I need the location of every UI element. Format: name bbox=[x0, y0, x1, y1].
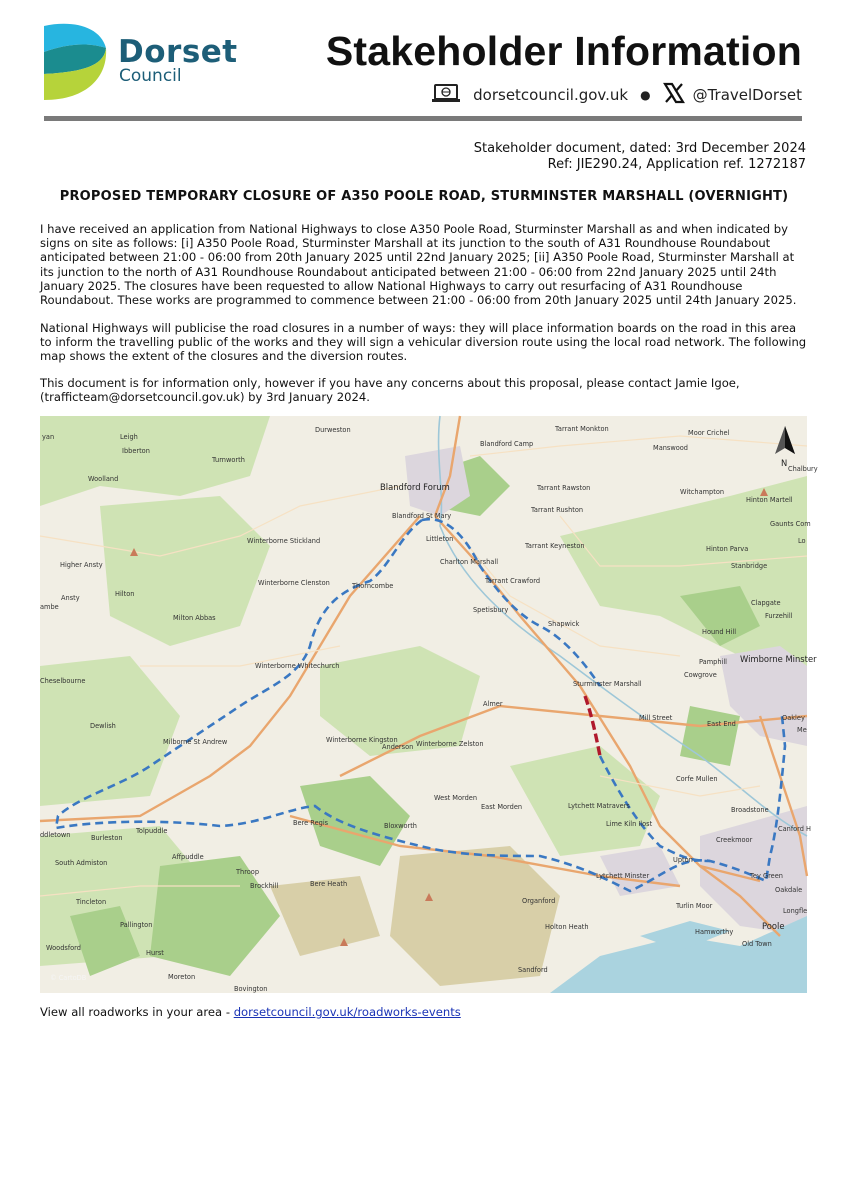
place-label: Poole bbox=[762, 921, 785, 931]
place-label: Spetisbury bbox=[473, 606, 509, 614]
place-label: Winterborne Stickland bbox=[247, 537, 321, 545]
place-label: Burleston bbox=[91, 834, 123, 842]
document-title: Stakeholder Information bbox=[325, 28, 802, 74]
place-label: Dewlish bbox=[90, 722, 116, 730]
closure-heading: PROPOSED TEMPORARY CLOSURE OF A350 POOLE ROAD, STURMINSTER MARSHALL (OVERNIGHT) bbox=[59, 189, 789, 204]
place-label: Hinton Martell bbox=[746, 496, 793, 504]
place-label: Winterborne Whitechurch bbox=[255, 662, 340, 670]
place-label: Littleton bbox=[426, 535, 454, 543]
place-label: Shapwick bbox=[548, 620, 580, 628]
place-label: South Admiston bbox=[55, 859, 108, 867]
place-label: Winterborne Zelston bbox=[416, 740, 484, 748]
place-label: Upton bbox=[673, 856, 693, 864]
paragraph-contact: This document is for information only, however if you have any concerns about this proposal, please contact Jamie Igoe, (trafficteam@dorsetcouncil.gov.uk) by 3rd January 2024. bbox=[40, 376, 740, 405]
place-label: Ibberton bbox=[122, 447, 150, 455]
header-divider bbox=[44, 116, 802, 121]
footer-roadworks bbox=[40, 1005, 461, 1019]
document-meta bbox=[474, 141, 806, 173]
dorset-council-logo bbox=[42, 22, 238, 102]
place-label: Leigh bbox=[120, 433, 138, 441]
paragraph-publicity: National Highways will publicise the road closures in a number of ways: they will place information boards on the road in this area to inform the travelling public of the works and they will sign a vehicular diversion route using the local road network. The following map shows the extent of the closures and the diversion routes. bbox=[40, 321, 807, 364]
roadworks-link[interactable]: dorsetcouncil.gov.uk/roadworks-events bbox=[233, 1005, 461, 1019]
footer-prefix: View all roadworks in your area - bbox=[40, 1005, 234, 1019]
logo-name: Dorset bbox=[118, 34, 238, 70]
place-label: Affpuddle bbox=[172, 853, 204, 861]
diversion-map bbox=[40, 416, 818, 993]
place-label: Hurst bbox=[146, 949, 164, 957]
place-label: Creekmoor bbox=[716, 836, 753, 844]
place-label: Cowgrove bbox=[684, 671, 717, 679]
place-label: Longfle bbox=[783, 907, 808, 915]
place-label: Bovington bbox=[234, 985, 268, 993]
place-label: Sturminster Marshall bbox=[573, 680, 642, 688]
place-label: ddletown bbox=[40, 831, 71, 839]
place-label: Broadstone bbox=[731, 806, 769, 814]
place-label: Lime Kiln Ilost bbox=[606, 820, 653, 828]
place-label: Ansty bbox=[61, 594, 80, 602]
place-label: Cheselbourne bbox=[40, 677, 86, 685]
place-label: Pallington bbox=[120, 921, 153, 929]
north-label: N bbox=[781, 458, 788, 468]
place-label: Tarrant Keyneston bbox=[525, 542, 585, 550]
place-label: yan bbox=[42, 433, 55, 441]
place-label: ambe bbox=[40, 603, 59, 611]
place-label: Hound Hill bbox=[702, 628, 737, 636]
map-svg bbox=[40, 416, 818, 993]
place-label: Chalbury bbox=[788, 465, 818, 473]
place-label: Brockhill bbox=[250, 882, 279, 890]
place-label: Tolpuddle bbox=[136, 827, 168, 835]
place-label: Tarrant Crawford bbox=[485, 577, 541, 585]
place-label: Hilton bbox=[115, 590, 135, 598]
place-label: Pamphill bbox=[699, 658, 728, 666]
place-label: Canford H bbox=[778, 825, 812, 833]
place-label: Durweston bbox=[315, 426, 351, 434]
place-label: Higher Ansty bbox=[60, 561, 103, 569]
social-handle: @TravelDorset bbox=[692, 86, 802, 104]
contact-row bbox=[431, 82, 802, 108]
place-label: Tincleton bbox=[76, 898, 107, 906]
place-label: Milton Abbas bbox=[173, 614, 216, 622]
place-label: Me bbox=[797, 726, 807, 734]
document-date: Stakeholder document, dated: 3rd December 2024 bbox=[473, 141, 806, 156]
document-ref: Ref: JIE290.24, Application ref. 1272187 bbox=[547, 157, 806, 172]
place-label: Turlin Moor bbox=[676, 902, 713, 910]
place-label: Throop bbox=[236, 868, 260, 876]
place-label: Gaunts Com bbox=[770, 520, 811, 528]
place-label: Organford bbox=[522, 897, 556, 905]
laptop-icon bbox=[431, 83, 461, 107]
place-label: Clapgate bbox=[751, 599, 781, 607]
place-label: Blandford Camp bbox=[480, 440, 534, 448]
place-label: Milborne St Andrew bbox=[163, 738, 228, 746]
place-label: East End bbox=[707, 720, 736, 728]
attribution-label: © CartoDB bbox=[50, 974, 87, 982]
place-label: Tarrant Rawston bbox=[537, 484, 591, 492]
place-label: Holton Heath bbox=[545, 923, 589, 931]
place-label: Thorncombe bbox=[352, 582, 394, 590]
place-label: Woodsford bbox=[46, 944, 81, 952]
place-label: Sandford bbox=[518, 966, 548, 974]
place-label: Anderson bbox=[382, 743, 414, 751]
logo-mark bbox=[42, 22, 122, 102]
place-label: Winterborne Kingston bbox=[326, 736, 398, 744]
place-label: Tey Green bbox=[750, 872, 783, 880]
place-label: Old Town bbox=[742, 940, 772, 948]
place-label: Tarrant Monkton bbox=[555, 425, 609, 433]
place-label: Lytchett Minster bbox=[596, 872, 650, 880]
place-label: Lo bbox=[798, 537, 806, 545]
place-label: Hamworthy bbox=[695, 928, 734, 936]
place-label: East Morden bbox=[481, 803, 523, 811]
place-label: Witchampton bbox=[680, 488, 725, 496]
place-label: Winterborne Clenston bbox=[258, 579, 330, 587]
x-logo-icon bbox=[663, 82, 685, 108]
place-label: Bere Regis bbox=[293, 819, 329, 827]
place-label: Blandford Forum bbox=[380, 482, 450, 492]
place-label: Blandford St Mary bbox=[392, 512, 452, 520]
place-label: West Morden bbox=[434, 794, 478, 802]
place-label: Bere Heath bbox=[310, 880, 348, 888]
place-label: Stanbridge bbox=[731, 562, 768, 570]
paragraph-application: I have received an application from National Highways to close A350 Poole Road, Sturminster Marshall as and when indicated by signs on site as follows: [i] A350 Poole Road, Sturminster Marshall at its junction to the south of A31 Roundhouse Roundabout anticipated between 21:00 - 06:00 from 20th January 2025 until 22nd January 2025; [ii] A350 Poole Road, Sturminster Marshall at its junction to the north of A31 Roundhouse Roundabout anticipated between 21:00 - 06:00 from 22nd January 2025 until 24th January 2025. The closures have been requested to allow National Highways to carry out resurfacing of A31 Roundhouse Roundabout. These works are programmed to commence between 21:00 - 06:00 from 20th January 2025 until 24th January 2025. bbox=[40, 222, 797, 308]
place-label: Corfe Mullen bbox=[676, 775, 718, 783]
place-label: Manswood bbox=[653, 444, 688, 452]
place-label: Lytchett Matravers bbox=[568, 802, 630, 810]
place-label: Mill Street bbox=[639, 714, 673, 722]
place-label: Hinton Parva bbox=[706, 545, 749, 553]
website-text: dorsetcouncil.gov.uk bbox=[473, 86, 629, 104]
place-label: Wimborne Minster bbox=[740, 654, 817, 664]
place-label: Charlton Marshall bbox=[440, 558, 499, 566]
place-label: Bloxworth bbox=[384, 822, 417, 830]
place-label: Turnworth bbox=[212, 456, 245, 464]
place-label: Oakdale bbox=[775, 886, 803, 894]
place-label: Oakley bbox=[782, 714, 805, 722]
logo-sub: Council bbox=[119, 66, 182, 86]
place-label: Moor Crichel bbox=[688, 429, 730, 437]
place-label: Almer bbox=[483, 700, 503, 708]
bullet-separator: ● bbox=[640, 88, 651, 102]
place-label: Tarrant Rushton bbox=[531, 506, 584, 514]
place-label: Woolland bbox=[88, 475, 119, 483]
place-label: Furzehill bbox=[765, 612, 793, 620]
place-label: Moreton bbox=[168, 973, 196, 981]
